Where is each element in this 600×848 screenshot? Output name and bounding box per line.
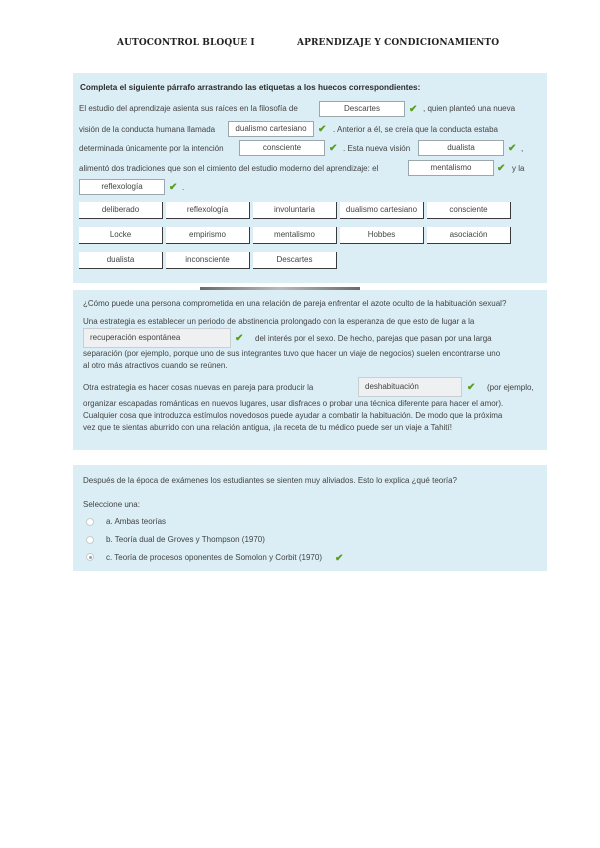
radio-option-b[interactable] [86, 536, 94, 544]
q2-text-line4: separación (por ejemplo, porque uno de sus integrantes tuvo que hacer un viaje de negocios) suelen encontrarse uno [83, 349, 501, 358]
drag-tile[interactable]: dualista [79, 252, 163, 269]
doc-header-right: APRENDIZAJE Y CONDICIONAMIENTO [297, 38, 500, 48]
check-icon: ✔ [467, 382, 476, 393]
q1-text-line4b: y la [512, 164, 525, 173]
drag-tile[interactable]: inconsciente [166, 252, 250, 269]
q2-text-line3b: del interés por el sexo. De hecho, parejas que pasan por una larga [255, 334, 492, 343]
question-3-panel [73, 465, 547, 571]
q2-text-line2: Una estrategia es establecer un periodo de abstinencia prolongado con la esperanza de que esto de lugar a la [83, 317, 475, 326]
option-a-label[interactable]: a. Ambas teorías [106, 517, 167, 526]
check-icon: ✔ [335, 553, 344, 564]
drag-tile[interactable]: deliberado [79, 202, 163, 219]
question-1-panel: Completa el siguiente párrafo arrastrando las etiquetas a los huecos correspondientes: El estudio del aprendizaje asienta sus raíces en la filosofía de Descartes ✔ , quien planteó una nueva visión de la conducta humana llamada dualismo cartesiano ✔ . Anterior a él, se creía que la conducta estaba determinada únicamente por la intención consciente ✔ . Esta nueva visión dualista ✔ , alimentó dos tradiciones que son el cimiento del estudio moderno del aprendizaje: el mentalismo ✔ y la reflexología ✔ . deliberado reflexología involuntaria dualismo cartesiano consciente Locke empirismo mentalismo Hobbes asociación dualista inconsciente Descartes [73, 73, 547, 283]
drag-tile[interactable]: dualismo cartesiano [340, 202, 424, 219]
drop-slot-5[interactable]: mentalismo [408, 160, 494, 176]
check-icon: ✔ [318, 124, 327, 135]
drop-slot-1[interactable]: Descartes [319, 101, 405, 117]
drag-tile[interactable]: mentalismo [253, 227, 337, 244]
question-2-panel [73, 290, 547, 450]
q2-text-line5: al otro más atractivos cuando se reúnen. [83, 361, 228, 370]
q3-question: Después de la época de exámenes los estudiantes se sienten muy aliviados. Esto lo explica ¿qué teoría? [83, 476, 457, 485]
check-icon: ✔ [508, 143, 517, 154]
q3-prompt: Seleccione una: [83, 500, 140, 509]
option-b-label[interactable]: b. Teoría dual de Groves y Thompson (1970) [106, 535, 265, 544]
q2-text-line6a: Otra estrategia es hacer cosas nuevas en pareja para producir la [83, 383, 314, 392]
drag-tile[interactable]: empirismo [166, 227, 250, 244]
check-icon: ✔ [169, 182, 178, 193]
question-1-instruction: Completa el siguiente párrafo arrastrando las etiquetas a los huecos correspondientes: [80, 83, 421, 92]
check-icon: ✔ [497, 163, 506, 174]
drop-slot-recuperacion[interactable]: recuperación espontánea [83, 328, 231, 348]
q2-text-line1: ¿Cómo puede una persona comprometida en una relación de pareja enfrentar el azote oculto de la habituación sexual? [83, 299, 507, 308]
q1-text-line3b: . Esta nueva visión [343, 144, 411, 153]
drag-tile[interactable]: Locke [79, 227, 163, 244]
q2-text-line7: organizar escapadas románticas en nuevos lugares, usar disfraces o probar una técnica diferente para hacer el amor). [83, 399, 504, 408]
drop-slot-3[interactable]: consciente [239, 140, 325, 156]
radio-option-a[interactable] [86, 518, 94, 526]
drag-tile[interactable]: reflexología [166, 202, 250, 219]
drag-tile[interactable]: involuntaria [253, 202, 337, 219]
drag-tile[interactable]: Descartes [253, 252, 337, 269]
q2-text-line8: Cualquier cosa que introduzca estímulos novedosos puede ayudar a combatir la habituación. De modo que la próxima [83, 411, 503, 420]
drop-slot-deshabituacion[interactable]: deshabituación [358, 377, 462, 397]
q2-text-line9: vez que te sientas aburrido con una relación antigua, ¡la receta de tu médico puede ser un viaje a Tahití! [83, 423, 452, 432]
q1-text-line4a: alimentó dos tradiciones que son el cimiento del estudio moderno del aprendizaje: el [79, 164, 379, 173]
q2-text-line6b: (por ejemplo, [487, 383, 534, 392]
q1-text-end: . [182, 183, 185, 192]
q1-text-line1a: El estudio del aprendizaje asienta sus raíces en la filosofía de [79, 104, 298, 113]
q1-text-line1b: , quien planteó una nueva [423, 104, 516, 113]
check-icon: ✔ [235, 333, 244, 344]
drag-tile[interactable]: asociación [427, 227, 511, 244]
check-icon: ✔ [409, 104, 418, 115]
q1-text-line3a: determinada únicamente por la intención [79, 144, 224, 153]
option-c-label[interactable]: c. Teoría de procesos oponentes de Somolon y Corbit (1970) [106, 553, 322, 562]
q1-text-line2a: visión de la conducta humana llamada [79, 125, 216, 134]
check-icon: ✔ [329, 143, 338, 154]
drag-tile[interactable]: consciente [427, 202, 511, 219]
drop-slot-4[interactable]: dualista [418, 140, 504, 156]
drop-slot-6[interactable]: reflexología [79, 179, 165, 195]
drop-slot-2[interactable]: dualismo cartesiano [228, 121, 314, 137]
drag-tile[interactable]: Hobbes [340, 227, 424, 244]
doc-header-left: AUTOCONTROL BLOQUE I [117, 38, 255, 48]
q1-text-line2b: . Anterior a él, se creía que la conducta estaba [333, 125, 498, 134]
radio-option-c[interactable] [86, 553, 94, 561]
